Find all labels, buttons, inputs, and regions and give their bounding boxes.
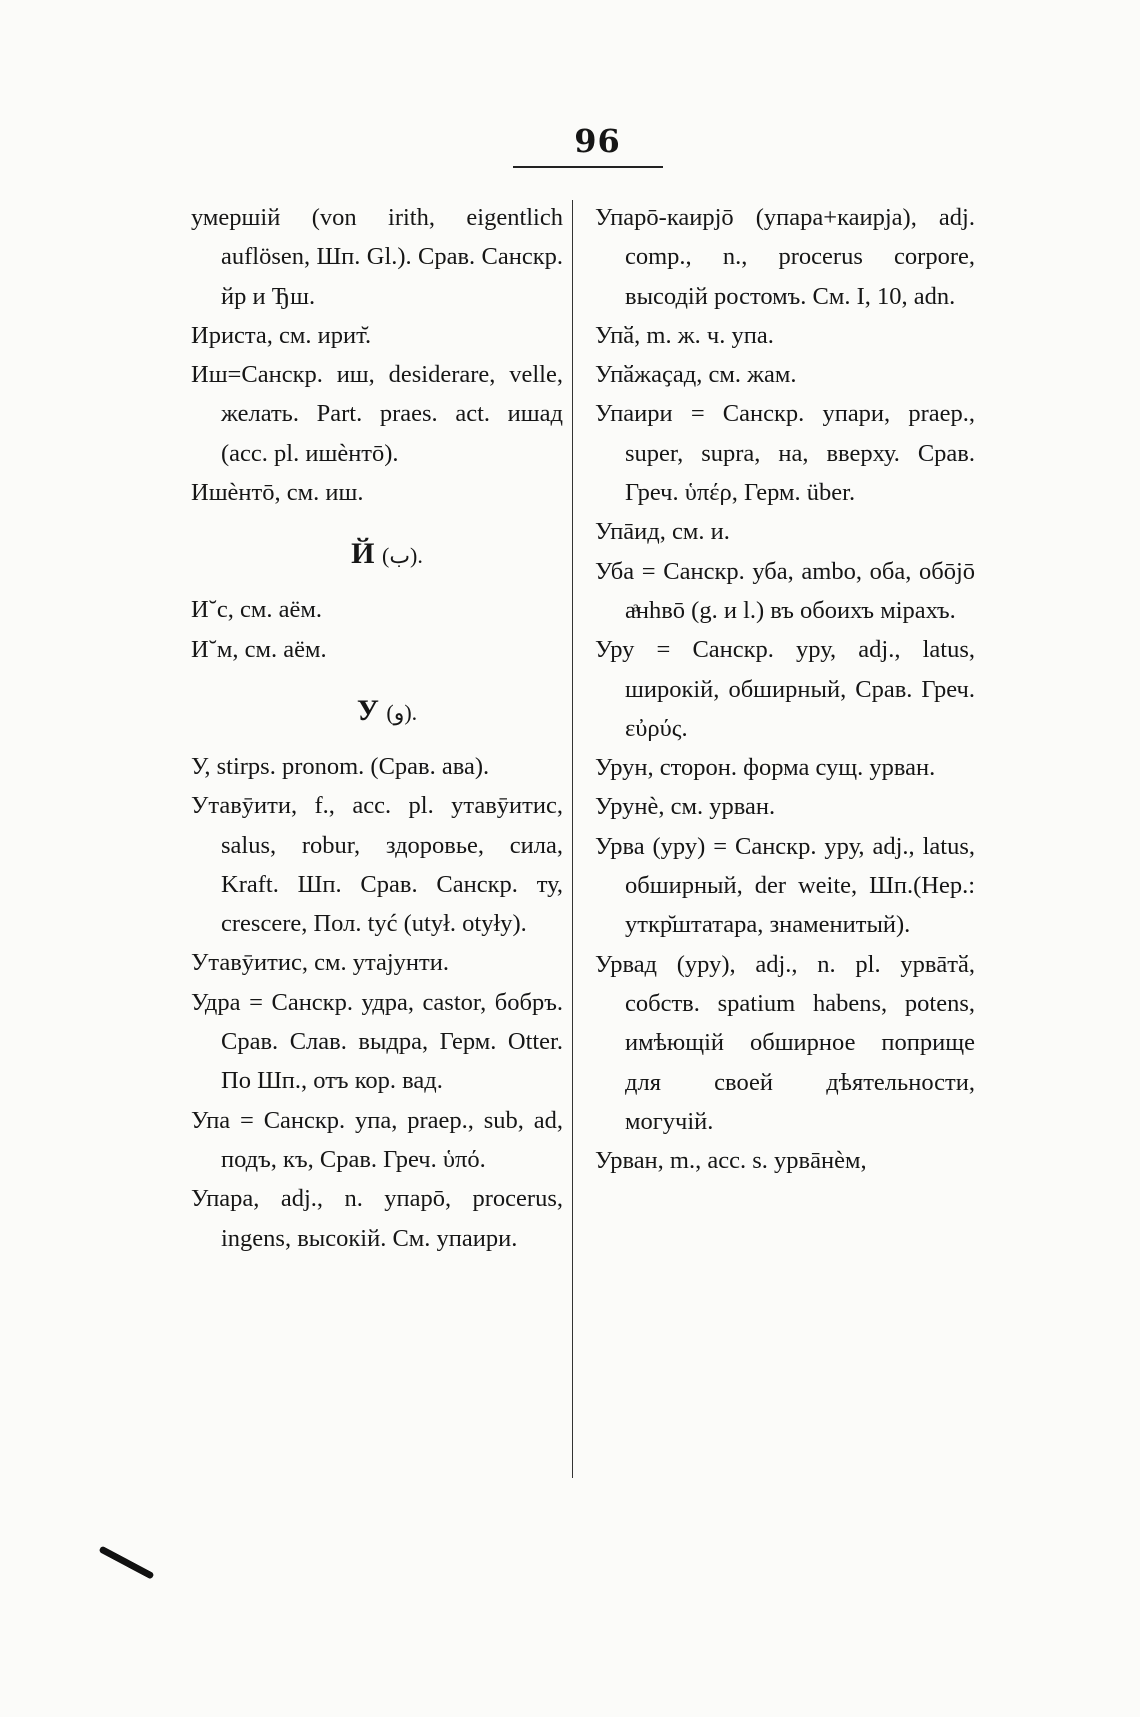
- heading-letter: У: [356, 693, 379, 727]
- entry: Урва (уру) = Санскр. уру, adj., latus, обширный, der weite, Шп.(Нер.: уткр̆штатара, знаменитый).: [595, 832, 975, 939]
- entry: У, stirps. pronom. (Срав. ава).: [191, 752, 490, 780]
- entry: Удра = Санскр. удра, castor, бобръ. Срав. Слав. выдра, Герм. Otter. По Шп., отъ кор. вад.: [191, 988, 563, 1095]
- entry: Ишѐнтō, см. иш.: [191, 479, 364, 507]
- column-divider: [572, 200, 573, 1478]
- entry: Упаири = Санскр. упари, praep., super, supra, на, вверху. Срав. Греч. ὑπέρ, Герм. über.: [595, 400, 975, 507]
- header-rule: [513, 166, 663, 168]
- heading-paren: (و).: [386, 699, 418, 725]
- entry: Урвад (уру), adj., n. pl. урвāтӑ, собств. spatium habens, potens, имѣющій обширное поприще для своей дѣятельности, могучій.: [595, 950, 975, 1135]
- left-column: [191, 198, 563, 1258]
- heading-paren: (ب).: [381, 543, 423, 569]
- entry: Утавȳити, f., acc. pl. утавȳитис, salus, robur, здоровье, сила, Kraft. Шп. Срав. Санскр. ту, crescere, Пол. tyć (utył. otyły).: [191, 792, 563, 938]
- letter-heading-u: [191, 691, 563, 733]
- ink-blot: [98, 1545, 154, 1579]
- entry: Упāид, см. и.: [595, 518, 730, 546]
- heading-letter: Й: [351, 537, 375, 571]
- right-column: [595, 198, 975, 1180]
- entry: Урван, m., acc. s. урвāнѐм,: [595, 1147, 867, 1175]
- entry: Уру = Санскр. уру, adj., latus, широкій, обширный, Срав. Греч. εὐρύς.: [595, 636, 975, 742]
- entry: Упӑжаҫад, см. жам.: [595, 361, 797, 389]
- entry: Упӑ, m. ж. ч. упа.: [595, 321, 774, 349]
- entry: Иш=Санскр. иш, desiderare, velle, желать. Part. praes. act. ишад (acc. pl. ишѐнтō).: [191, 361, 563, 467]
- entry: Упа = Санскр. упа, praep., sub, ad, подъ, къ, Срав. Греч. ὑπό.: [191, 1106, 563, 1173]
- entry: Урун, сторон. форма сущ. урван.: [595, 754, 936, 782]
- entry: Упара, adj., n. упарō, procerus, ingens, высокій. См. упаири.: [191, 1185, 563, 1252]
- entry: Упарō-каирјō (упара+каирја), adj. comp., n., procerus corpore, высодій ростомъ. См. I, 10, adn.: [595, 204, 975, 310]
- entry: И˘с, см. аём.: [191, 596, 322, 624]
- entry: Ириста, см. ирит̆.: [191, 321, 372, 349]
- entry: Уба = Санскр. уба, ambo, оба, обōјō аͣнһвō (g. и l.) въ обоихъ мірахъ.: [595, 557, 975, 624]
- entry: умершій (von irith, eigentlich auflösen, Шп. Gl.). Срав. Санскр. йр и Ђш.: [191, 204, 563, 310]
- page-number: 96: [574, 122, 621, 160]
- entry: И˘м, см. аём.: [191, 635, 327, 663]
- letter-heading-i: [191, 534, 563, 576]
- entry: Урунѐ, см. урван.: [595, 793, 776, 821]
- entry: Утавȳитис, см. утајунти.: [191, 949, 449, 977]
